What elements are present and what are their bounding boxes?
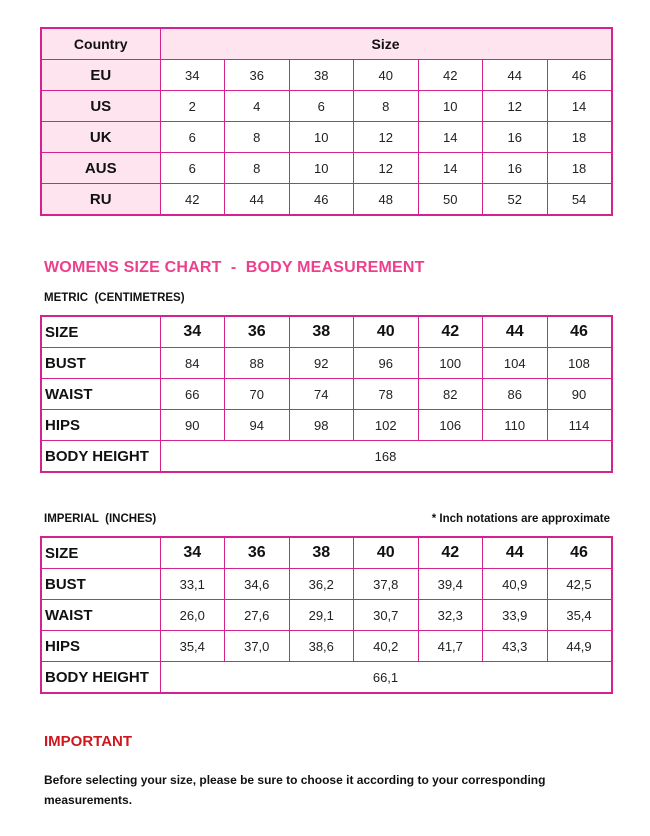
size-conversion-table: [40, 27, 613, 216]
measurement-cell: 27,6: [225, 600, 290, 631]
table-row: [41, 153, 612, 184]
size-header-cell: 36: [225, 316, 290, 348]
imperial-table: [40, 536, 613, 694]
measurement-cell: 82: [418, 379, 483, 410]
measurement-label: BUST: [41, 569, 160, 600]
size-cell: 6: [160, 122, 225, 153]
inch-note: * Inch notations are approximate: [431, 513, 610, 525]
size-header-cell: 42: [418, 316, 483, 348]
size-header-cell: 46: [547, 537, 612, 569]
size-cell: 8: [354, 91, 419, 122]
table-row: [41, 379, 612, 410]
measurement-label: HIPS: [41, 410, 160, 441]
size-label: SIZE: [41, 537, 160, 569]
size-header-cell: 46: [547, 316, 612, 348]
measurement-cell: 114: [547, 410, 612, 441]
measurement-cell: 96: [354, 348, 419, 379]
measurement-cell: 104: [483, 348, 548, 379]
measurement-cell: 84: [160, 348, 225, 379]
imperial-label: IMPERIAL (INCHES): [44, 513, 157, 525]
size-label: SIZE: [41, 316, 160, 348]
size-header-cell: 38: [289, 537, 354, 569]
table-row: [41, 60, 612, 91]
measurement-cell: 26,0: [160, 600, 225, 631]
size-cell: 8: [225, 122, 290, 153]
size-cell: 10: [289, 153, 354, 184]
size-cell: 42: [160, 184, 225, 216]
size-cell: 4: [225, 91, 290, 122]
measurement-cell: 30,7: [354, 600, 419, 631]
measurement-label: WAIST: [41, 600, 160, 631]
table-row: [41, 410, 612, 441]
measurement-cell: 90: [160, 410, 225, 441]
size-cell: 34: [160, 60, 225, 91]
body-height-label: BODY HEIGHT: [41, 662, 160, 694]
size-header: Size: [160, 28, 612, 60]
size-header-cell: 34: [160, 537, 225, 569]
size-cell: 38: [289, 60, 354, 91]
measurement-cell: 74: [289, 379, 354, 410]
size-cell: 52: [483, 184, 548, 216]
size-header-cell: 38: [289, 316, 354, 348]
size-cell: 18: [547, 122, 612, 153]
table-row: [41, 600, 612, 631]
imperial-size-row: [41, 537, 612, 569]
measurement-cell: 42,5: [547, 569, 612, 600]
measurement-cell: 108: [547, 348, 612, 379]
important-note: Before selecting your size, please be sure to choose it according to your corresponding measurements.: [44, 773, 546, 807]
size-header-cell: 40: [354, 316, 419, 348]
size-cell: 44: [225, 184, 290, 216]
metric-label: METRIC (CENTIMETRES): [44, 292, 185, 304]
country-cell: UK: [41, 122, 160, 153]
size-cell: 18: [547, 153, 612, 184]
body-height-value: 168: [160, 441, 612, 473]
size-cell: 10: [289, 122, 354, 153]
measurement-cell: 29,1: [289, 600, 354, 631]
measurement-cell: 39,4: [418, 569, 483, 600]
size-cell: 48: [354, 184, 419, 216]
measurement-cell: 88: [225, 348, 290, 379]
measurement-cell: 106: [418, 410, 483, 441]
measurement-cell: 70: [225, 379, 290, 410]
measurement-cell: 32,3: [418, 600, 483, 631]
size-cell: 10: [418, 91, 483, 122]
size-header-cell: 36: [225, 537, 290, 569]
measurement-label: WAIST: [41, 379, 160, 410]
size-cell: 46: [547, 60, 612, 91]
size-cell: 14: [547, 91, 612, 122]
important-title: IMPORTANT: [44, 733, 133, 750]
measurement-cell: 40,9: [483, 569, 548, 600]
measurement-cell: 90: [547, 379, 612, 410]
table-row: [41, 662, 612, 694]
country-cell: AUS: [41, 153, 160, 184]
size-cell: 6: [160, 153, 225, 184]
country-cell: EU: [41, 60, 160, 91]
measurement-cell: 102: [354, 410, 419, 441]
body-height-label: BODY HEIGHT: [41, 441, 160, 473]
measurement-cell: 43,3: [483, 631, 548, 662]
measurement-cell: 40,2: [354, 631, 419, 662]
table-row: [41, 91, 612, 122]
size-cell: 50: [418, 184, 483, 216]
size-cell: 2: [160, 91, 225, 122]
table-row: [41, 348, 612, 379]
size-cell: 42: [418, 60, 483, 91]
measurement-cell: 37,0: [225, 631, 290, 662]
measurement-cell: 44,9: [547, 631, 612, 662]
measurement-cell: 86: [483, 379, 548, 410]
size-header-cell: 34: [160, 316, 225, 348]
table-row: [41, 441, 612, 473]
metric-size-row: [41, 316, 612, 348]
size-cell: 16: [483, 153, 548, 184]
body-height-value: 66,1: [160, 662, 612, 694]
size-cell: 44: [483, 60, 548, 91]
measurement-cell: 110: [483, 410, 548, 441]
measurement-cell: 33,9: [483, 600, 548, 631]
measurement-cell: 94: [225, 410, 290, 441]
measurement-cell: 34,6: [225, 569, 290, 600]
measurement-cell: 33,1: [160, 569, 225, 600]
measurement-label: BUST: [41, 348, 160, 379]
country-cell: US: [41, 91, 160, 122]
table-row: [41, 184, 612, 216]
measurement-cell: 100: [418, 348, 483, 379]
measurement-cell: 35,4: [160, 631, 225, 662]
size-header-cell: 42: [418, 537, 483, 569]
size-cell: 54: [547, 184, 612, 216]
size-cell: 12: [354, 153, 419, 184]
measurement-cell: 92: [289, 348, 354, 379]
table-row: [41, 569, 612, 600]
size-cell: 14: [418, 153, 483, 184]
table-row: [41, 122, 612, 153]
measurement-cell: 35,4: [547, 600, 612, 631]
metric-table: [40, 315, 613, 473]
size-header-cell: 44: [483, 537, 548, 569]
size-cell: 12: [483, 91, 548, 122]
measurement-cell: 78: [354, 379, 419, 410]
size-conversion-header-row: [41, 28, 612, 60]
size-cell: 8: [225, 153, 290, 184]
size-cell: 16: [483, 122, 548, 153]
size-header-cell: 44: [483, 316, 548, 348]
size-cell: 46: [289, 184, 354, 216]
size-cell: 6: [289, 91, 354, 122]
size-cell: 40: [354, 60, 419, 91]
size-cell: 14: [418, 122, 483, 153]
size-cell: 12: [354, 122, 419, 153]
measurement-cell: 98: [289, 410, 354, 441]
country-cell: RU: [41, 184, 160, 216]
measurement-cell: 66: [160, 379, 225, 410]
measurement-label: HIPS: [41, 631, 160, 662]
table-row: [41, 631, 612, 662]
country-header: Country: [41, 28, 160, 60]
size-header-cell: 40: [354, 537, 419, 569]
measurement-cell: 38,6: [289, 631, 354, 662]
body-measurement-heading: WOMENS SIZE CHART - BODY MEASUREMENT: [44, 259, 425, 276]
measurement-cell: 41,7: [418, 631, 483, 662]
measurement-cell: 36,2: [289, 569, 354, 600]
size-cell: 36: [225, 60, 290, 91]
measurement-cell: 37,8: [354, 569, 419, 600]
